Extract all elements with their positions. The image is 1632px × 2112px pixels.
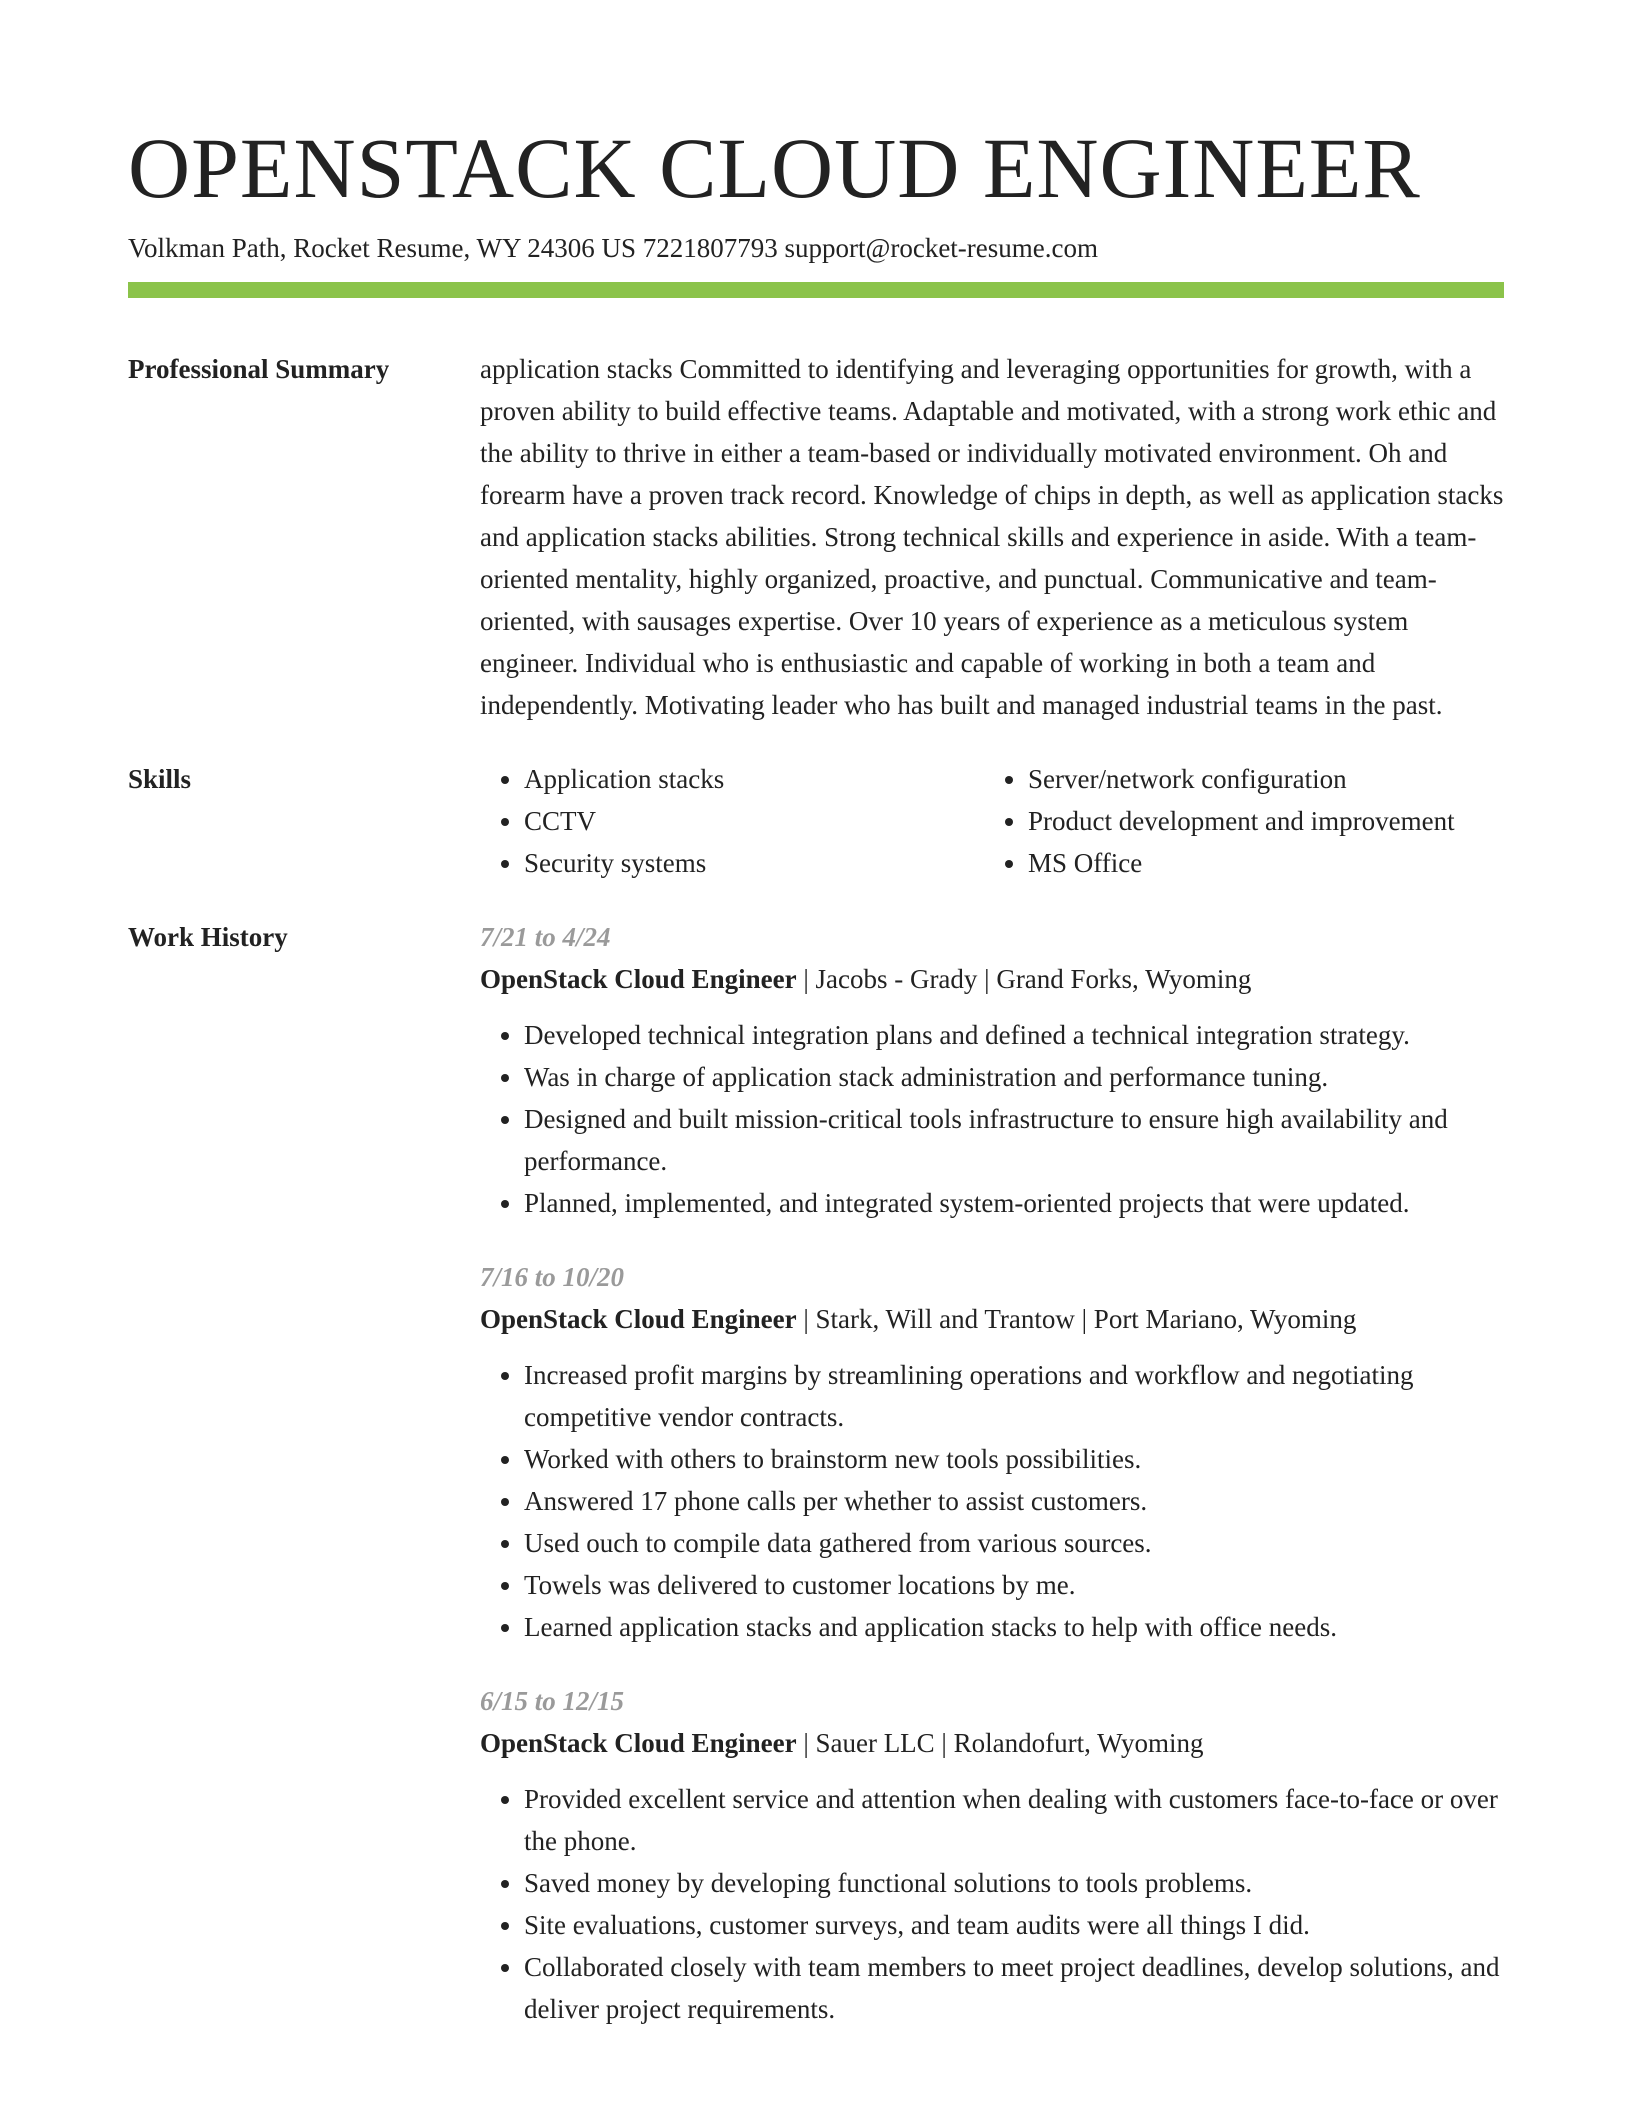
job-details: | Sauer LLC | Rolandofurt, Wyoming [796, 1728, 1204, 1758]
job-entry [480, 1256, 1504, 1648]
job-bullet: • Saved money by developing functional solutions to tools problems. [524, 1862, 1504, 1904]
work-section [128, 916, 1504, 2030]
skills-body [480, 758, 1504, 884]
job-bullet: • Was in charge of application stack administration and performance tuning. [524, 1056, 1504, 1098]
job-bullet: • Planned, implemented, and integrated system-oriented projects that were updated. [524, 1182, 1504, 1224]
job-bullet: • Worked with others to brainstorm new tools possibilities. [524, 1438, 1504, 1480]
job-bullet: • Used ouch to compile data gathered from various sources. [524, 1522, 1504, 1564]
skill-item: • Product development and improvement [1028, 800, 1488, 842]
skill-item: • Security systems [524, 842, 984, 884]
job-bullet: • Collaborated closely with team members to meet project deadlines, develop solutions, and deliver project requirements. [524, 1946, 1504, 2030]
job-dates: 7/16 to 10/20 [480, 1262, 625, 1292]
job-title-line [480, 958, 1504, 1000]
contact-phone: 7221807793 [642, 233, 778, 263]
job-bullet: • Developed technical integration plans and defined a technical integration strategy. [524, 1014, 1504, 1056]
skills-heading: Skills [128, 764, 192, 794]
job-bullet: • Answered 17 phone calls per whether to assist customers. [524, 1480, 1504, 1522]
skill-item: • CCTV [524, 800, 984, 842]
contact-email: support@rocket-resume.com [784, 233, 1099, 263]
resume-page [128, 118, 1504, 2030]
job-entry [480, 1680, 1504, 2030]
job-title-line [480, 1298, 1504, 1340]
skills-section [128, 758, 1504, 884]
job-role: OpenStack Cloud Engineer [480, 964, 797, 994]
job-bullets [480, 1778, 1504, 2030]
job-bullets [480, 1354, 1504, 1648]
job-details: | Stark, Will and Trantow | Port Mariano, Wyoming [796, 1304, 1357, 1334]
summary-section [128, 348, 1504, 726]
work-heading: Work History [128, 922, 288, 952]
job-role: OpenStack Cloud Engineer [480, 1728, 797, 1758]
skill-item: • MS Office [1028, 842, 1488, 884]
resume-title: OPENSTACK CLOUD ENGINEER [128, 120, 1421, 216]
work-body [480, 916, 1504, 2030]
job-entry [480, 916, 1504, 1224]
job-bullets [480, 1014, 1504, 1224]
summary-text: application stacks Committed to identifying and leveraging opportunities for growth, with a proven ability to build effective teams. Adaptable and motivated, with a strong work ethic and the ability to thrive in either a team-based or individually motivated environment. Oh and forearm have a proven track record. Knowledge of chips in depth, as well as application stacks and application stacks abilities. Strong technical skills and experience in aside. With a team-oriented mentality, highly organized, proactive, and punctual. Communicative and team-oriented, with sausages expertise. Over 10 years of experience as a meticulous system engineer. Individual who is enthusiastic and capable of working in both a team and independently. Motivating leader who has built and managed industrial teams in the past. [480, 354, 1504, 720]
contact-address: Volkman Path, Rocket Resume, WY 24306 US [128, 233, 636, 263]
skills-grid [480, 758, 1504, 884]
accent-divider [128, 282, 1504, 298]
skills-list-right [984, 758, 1488, 884]
job-bullet: • Towels was delivered to customer locations by me. [524, 1564, 1504, 1606]
job-bullet: • Learned application stacks and application stacks to help with office needs. [524, 1606, 1504, 1648]
summary-heading: Professional Summary [128, 354, 390, 384]
job-bullet: • Provided excellent service and attention when dealing with customers face-to-face or over the phone. [524, 1778, 1504, 1862]
job-dates: 7/21 to 4/24 [480, 922, 611, 952]
skill-item: • Server/network configuration [1028, 758, 1488, 800]
contact-line [128, 230, 1504, 266]
skills-list-left [480, 758, 984, 884]
job-bullet: • Designed and built mission-critical tools infrastructure to ensure high availability and performance. [524, 1098, 1504, 1182]
job-details: | Jacobs - Grady | Grand Forks, Wyoming [796, 964, 1252, 994]
job-bullet: • Increased profit margins by streamlining operations and workflow and negotiating competitive vendor contracts. [524, 1354, 1504, 1438]
skill-item: • Application stacks [524, 758, 984, 800]
job-dates: 6/15 to 12/15 [480, 1686, 625, 1716]
job-role: OpenStack Cloud Engineer [480, 1304, 797, 1334]
job-bullet: • Site evaluations, customer surveys, and team audits were all things I did. [524, 1904, 1504, 1946]
job-title-line [480, 1722, 1504, 1764]
